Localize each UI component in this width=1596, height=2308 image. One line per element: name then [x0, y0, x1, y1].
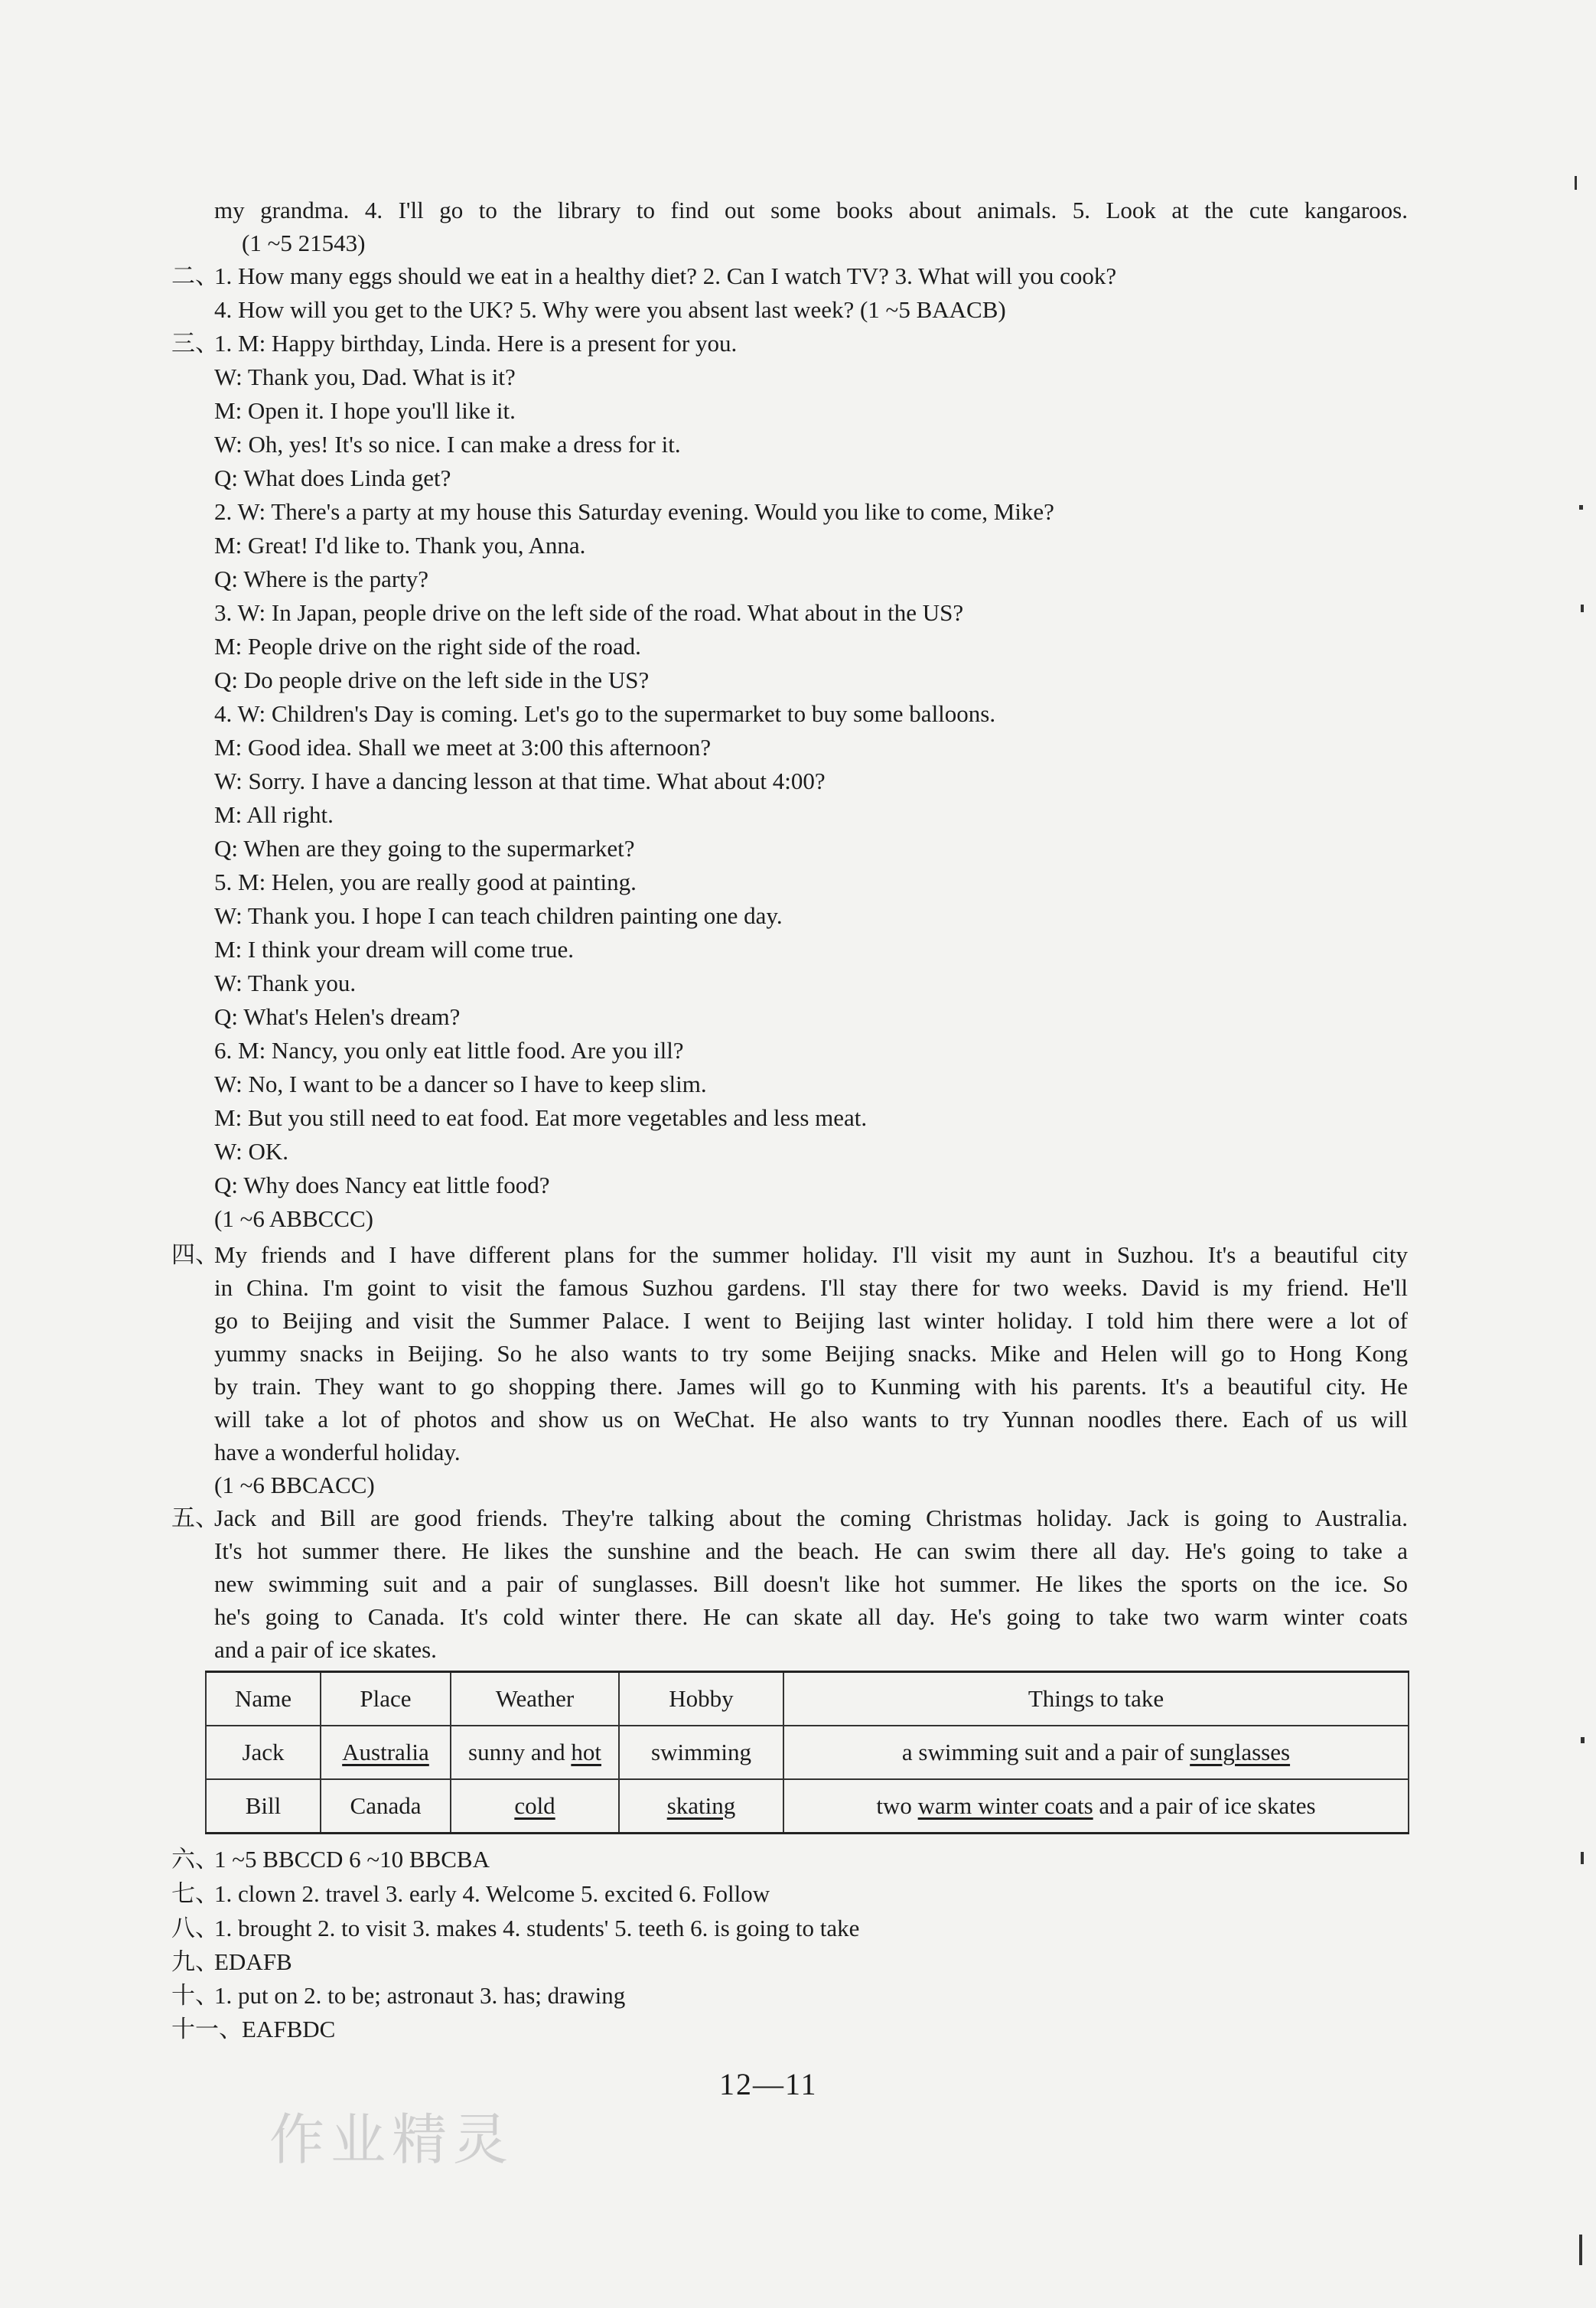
dialogue-line: M: Good idea. Shall we meet at 3:00 this afternoon? [214, 734, 712, 761]
dialogue-line: W: Sorry. I have a dancing lesson at that time. What about 4:00? [214, 768, 826, 794]
dialogue-line: 4. W: Children's Day is coming. Let's go to the supermarket to buy some balloons. [214, 700, 996, 727]
cell-text: and a pair of ice skates [1093, 1792, 1316, 1819]
table-cell [783, 1726, 1409, 1779]
text-line: he's going to Canada. It's cold winter there. He can skate all day. He's going to take two warm winter coats [214, 1603, 1408, 1630]
text-line: (1 ~6 BBCACC) [214, 1472, 375, 1498]
answer-line: 1. brought 2. to visit 3. makes 4. students' 5. teeth 6. is going to take [214, 1915, 860, 1941]
scan-mark [1579, 505, 1583, 510]
table-cell: swimming [619, 1726, 783, 1779]
text-line: Jack and Bill are good friends. They're talking about the coming Christmas holiday. Jack is going to Australia. [214, 1504, 1408, 1531]
answer-underlined: skating [666, 1792, 736, 1819]
text-line: will take a lot of photos and show us on WeChat. He also wants to try Yunnan noodles there. Each of us will [214, 1406, 1408, 1433]
dialogue-line: Q: What does Linda get? [214, 465, 451, 491]
section-label: 十、 [171, 1982, 219, 2009]
scan-mark [1581, 1737, 1585, 1743]
dialogue-line: W: No, I want to be a dancer so I have to keep slim. [214, 1071, 707, 1097]
section-label: 十一、 [171, 2016, 243, 2042]
dialogue-line: W: OK. [214, 1138, 288, 1165]
text-line: and a pair of ice skates. [214, 1636, 437, 1663]
table-row [206, 1726, 1409, 1779]
dialogue-line: 2. W: There's a party at my house this Saturday evening. Would you like to come, Mike? [214, 498, 1054, 525]
dialogue-line: M: Great! I'd like to. Thank you, Anna. [214, 532, 586, 559]
table-cell [451, 1779, 619, 1834]
text-line: by train. They want to go shopping there. James will go to Kunming with his parents. It's a beautiful city. He [214, 1373, 1408, 1400]
table-cell: Bill [206, 1779, 321, 1834]
dialogue-line: Q: When are they going to the supermarket? [214, 835, 635, 862]
text-line: It's hot summer there. He likes the sunshine and the beach. He can swim there all day. He's going to take a [214, 1537, 1408, 1564]
dialogue-line: M: But you still need to eat food. Eat more vegetables and less meat. [214, 1104, 868, 1131]
table-cell: Canada [321, 1779, 451, 1834]
section-label: 三、 [171, 330, 219, 357]
answer-underlined: Australia [342, 1739, 429, 1765]
dialogue-line: W: Thank you. [214, 970, 357, 996]
dialogue-line: Q: Do people drive on the left side in the US? [214, 667, 650, 693]
dialogue-line: M: Open it. I hope you'll like it. [214, 397, 516, 424]
text-line: my grandma. 4. I'll go to the library to find out some books about animals. 5. Look at the cute kangaroos. [214, 197, 1408, 223]
dialogue-line: 1. M: Happy birthday, Linda. Here is a present for you. [214, 330, 738, 357]
table-cell [321, 1726, 451, 1779]
section-label: 八、 [171, 1915, 219, 1941]
dialogue-line: W: Thank you, Dad. What is it? [214, 363, 516, 390]
dialogue-line: M: All right. [214, 801, 334, 828]
table-cell [783, 1779, 1409, 1834]
table-cell [451, 1726, 619, 1779]
table-cell: Jack [206, 1726, 321, 1779]
table-cell [619, 1779, 783, 1834]
scan-mark [1581, 1852, 1584, 1864]
dialogue-line: Q: What's Helen's dream? [214, 1003, 461, 1030]
answer-line: 1 ~5 BBCCD 6 ~10 BBCBA [214, 1846, 490, 1873]
text-line: have a wonderful holiday. [214, 1439, 461, 1465]
dialogue-line: W: Thank you. I hope I can teach children painting one day. [214, 902, 783, 929]
cell-text: a swimming suit and a pair of [901, 1739, 1190, 1765]
answer-line: 1. clown 2. travel 3. early 4. Welcome 5. excited 6. Follow [214, 1880, 770, 1907]
section-label: 六、 [171, 1846, 219, 1873]
section-label: 九、 [171, 1948, 219, 1975]
dialogue-line: 5. M: Helen, you are really good at painting. [214, 869, 637, 895]
scan-mark [1581, 605, 1584, 612]
cell-text: sunny and [468, 1739, 572, 1765]
answer-underlined: sunglasses [1190, 1739, 1291, 1765]
scan-mark [1575, 176, 1577, 190]
answer-table [205, 1671, 1409, 1834]
dialogue-line: Q: Where is the party? [214, 566, 429, 592]
text-line: My friends and I have different plans for the summer holiday. I'll visit my aunt in Suzhou. It's a beautiful city [214, 1241, 1408, 1268]
text-line: 4. How will you get to the UK? 5. Why were you absent last week? (1 ~5 BAACB) [214, 296, 1006, 323]
table-row [206, 1779, 1409, 1834]
watermark: 作业精灵 [269, 2108, 515, 2172]
answer-line: EDAFB [214, 1948, 292, 1975]
scan-mark [1579, 2235, 1582, 2265]
text-line: new swimming suit and a pair of sunglasses. Bill doesn't like hot summer. He likes the sports on the ice. So [214, 1570, 1408, 1597]
dialogue-line: Q: Why does Nancy eat little food? [214, 1172, 550, 1198]
answer-underlined: hot [571, 1739, 601, 1765]
dialogue-line: (1 ~6 ABBCCC) [214, 1205, 373, 1232]
dialogue-line: 3. W: In Japan, people drive on the left side of the road. What about in the US? [214, 599, 964, 626]
dialogue-line: W: Oh, yes! It's so nice. I can make a dress for it. [214, 431, 681, 458]
answer-underlined: warm winter coats [917, 1792, 1093, 1819]
text-line: in China. I'm goint to visit the famous Suzhou gardens. I'll stay there for two weeks. David is my friend. He'll [214, 1274, 1408, 1301]
dialogue-line: 6. M: Nancy, you only eat little food. Are you ill? [214, 1037, 684, 1064]
section-label: 五、 [171, 1504, 219, 1531]
text-line: yummy snacks in Beijing. So he also wants to try some Beijing snacks. Mike and Helen will go to Hong Kong [214, 1340, 1408, 1367]
answer-line: 1. put on 2. to be; astronaut 3. has; drawing [214, 1982, 626, 2009]
table-header: Place [321, 1672, 451, 1726]
text-line: (1 ~5 21543) [242, 230, 366, 256]
table-header-row [206, 1672, 1409, 1726]
section-label: 七、 [171, 1880, 219, 1907]
table-header: Things to take [783, 1672, 1409, 1726]
cell-text: two [876, 1792, 918, 1819]
answer-line: EAFBDC [242, 2016, 336, 2042]
text-line: 1. How many eggs should we eat in a healthy diet? 2. Can I watch TV? 3. What will you cook? [214, 262, 1117, 289]
table-header: Hobby [619, 1672, 783, 1726]
dialogue-line: M: People drive on the right side of the road. [214, 633, 641, 660]
table-header: Name [206, 1672, 321, 1726]
text-line: go to Beijing and visit the Summer Palace. I went to Beijing last winter holiday. I told him there were a lot of [214, 1307, 1408, 1334]
section-label: 二、 [171, 262, 219, 289]
section-label: 四、 [171, 1241, 219, 1268]
answer-underlined: cold [514, 1792, 555, 1819]
table-header: Weather [451, 1672, 619, 1726]
page-number: 12—11 [719, 2067, 818, 2101]
dialogue-line: M: I think your dream will come true. [214, 936, 575, 963]
